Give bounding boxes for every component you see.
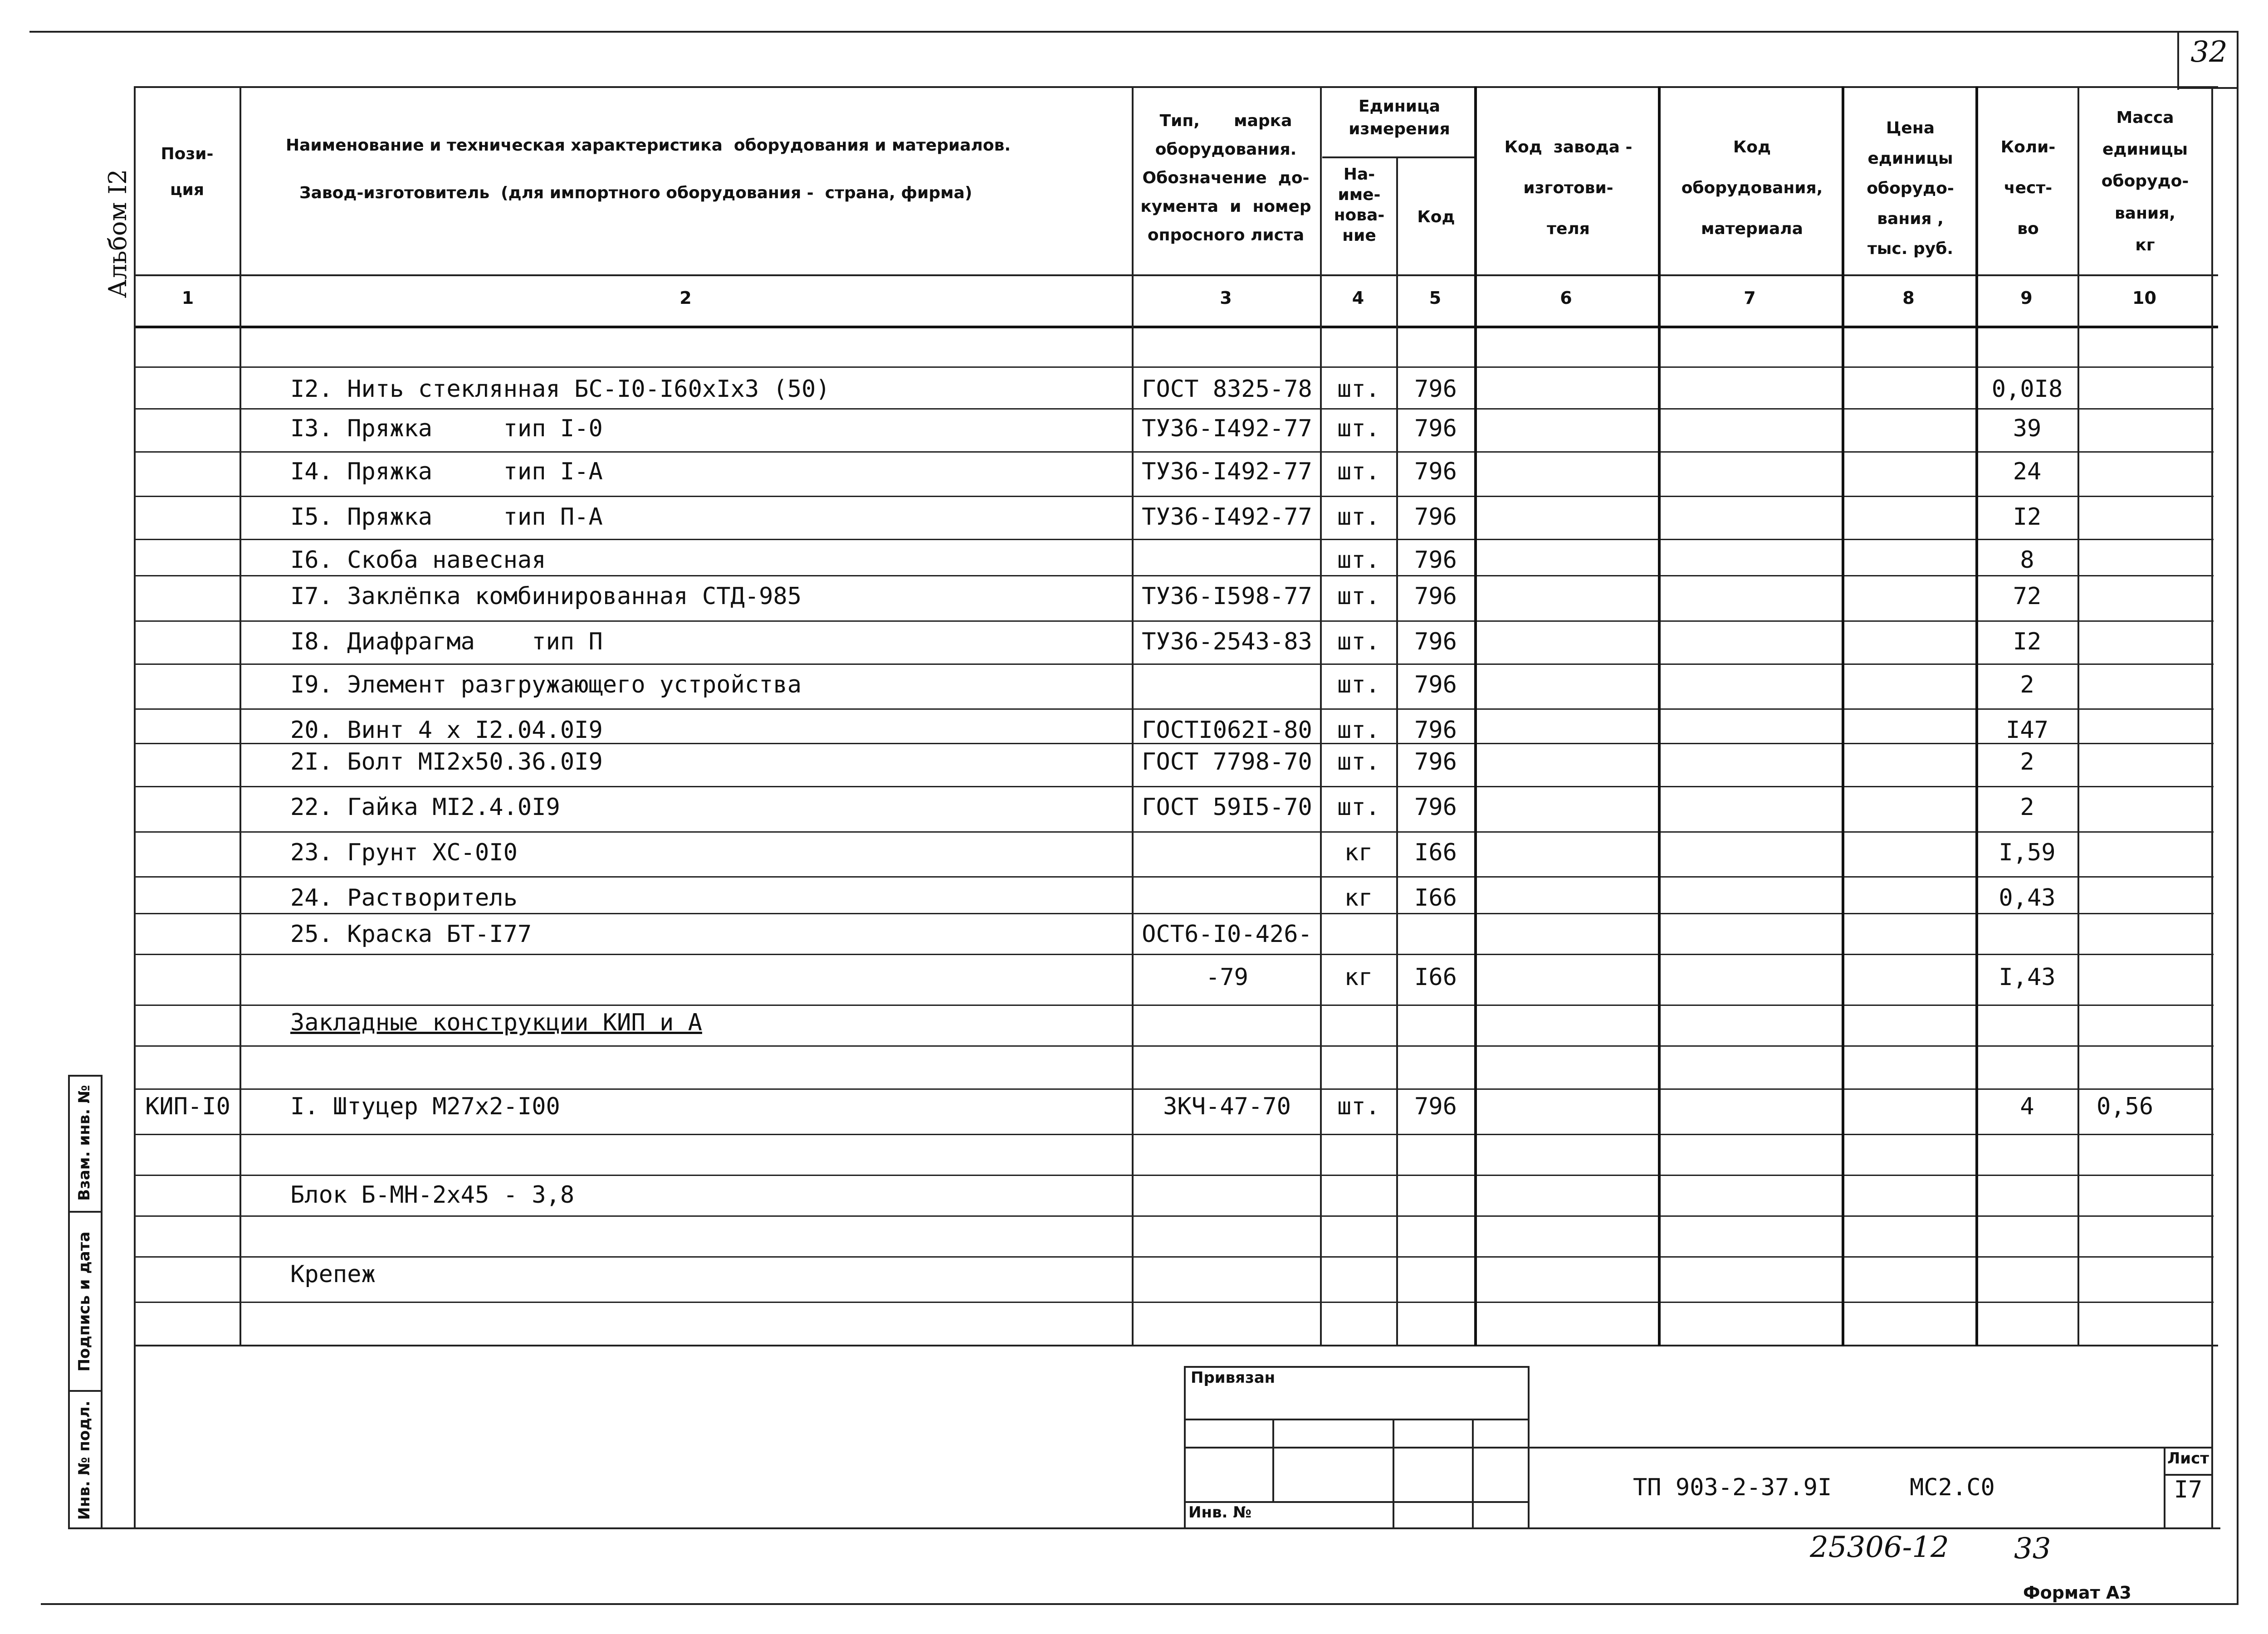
frame-right-line [2237,31,2239,1605]
table-cell-code: 796 [1414,376,1457,403]
table-cell-unit: шт. [1337,1093,1380,1120]
row-separator [134,1134,2214,1135]
row-separator [134,831,2214,833]
table-cell-name: I6. Скоба навесная [290,546,546,574]
handwritten-number: 33 [2014,1532,2051,1566]
colnum-4: 4 [1352,288,1364,308]
row-separator [134,913,2214,914]
format-label: Формат А3 [2023,1583,2131,1603]
col-line-3 [1320,86,1322,1346]
document-mark: МС2.С0 [1910,1474,1995,1501]
table-cell-doc: ОСТ6-I0-426- [1142,921,1312,948]
linked-box-top [1184,1366,1529,1368]
table-cell-doc: ТУ36-2543-83 [1142,628,1312,655]
col-line-8 [1975,86,1978,1346]
table-cell-unit: шт. [1337,628,1380,655]
sheet-label: Лист [2167,1449,2209,1468]
table-cell-code: 796 [1414,546,1457,574]
table-cell-code: 796 [1414,717,1457,744]
frame-bottom-line [41,1603,2239,1605]
table-cell-qty: 24 [2013,458,2042,485]
sheet-box-mid [2164,1474,2213,1476]
row-separator [134,1302,2214,1303]
page-bottom-inner-line [68,1527,2220,1529]
row-separator [134,451,2214,453]
corner-box-left [2177,31,2179,90]
colnum-6: 6 [1560,288,1572,308]
table-cell-code: 796 [1414,671,1457,698]
table-cell-doc: ГОСТ 8325-78 [1142,376,1312,403]
table-cell-name: 25. Краска БТ-I77 [290,921,532,948]
linked-box-row2 [1184,1447,1529,1449]
row-separator [134,496,2214,497]
table-cell-name: 22. Гайка МI2.4.0I9 [290,794,560,821]
row-separator [134,575,2214,576]
table-cell-unit: шт. [1337,794,1380,821]
table-cell-doc: ТУ36-I492-77 [1142,503,1312,531]
row-separator [134,663,2214,665]
table-cell-name: Закладные конструкции КИП и А [290,1009,702,1036]
table-cell-doc: ТУ36-I492-77 [1142,415,1312,442]
col-line-7 [1842,86,1844,1346]
table-cell-qty: 39 [2013,415,2042,442]
stamp-replace-inv: Взам. инв. № [75,1085,93,1201]
table-cell-qty: 2 [2020,671,2034,698]
row-separator [134,408,2214,410]
row-separator [134,1175,2214,1176]
col-line-10 [2211,86,2213,1528]
table-cell-unit: шт. [1337,748,1380,776]
colnum-5: 5 [1429,288,1442,308]
table-cell-name: I3. Пряжка тип I-0 [290,415,603,442]
table-cell-doc: ЗКЧ-47-70 [1163,1093,1291,1120]
header-unit-code: Код [1417,208,1455,226]
table-cell-qty: 8 [2020,546,2034,574]
colnum-2: 2 [679,288,692,308]
table-cell-unit: шт. [1337,458,1380,485]
row-separator [134,1215,2214,1217]
table-cell-mass: 0,56 [2097,1093,2154,1120]
table-bottom-line [134,1345,2218,1346]
linked-box-row1 [1184,1419,1529,1420]
col-line-9 [2077,86,2079,1346]
table-cell-qty: I2 [2013,628,2042,655]
row-separator [134,1005,2214,1006]
table-cell-code: 796 [1414,1093,1457,1120]
row-separator [134,954,2214,955]
table-cell-unit: шт. [1337,503,1380,531]
table-cell-code: I66 [1414,884,1457,912]
row-separator [134,1088,2214,1090]
linked-label: Привязан [1191,1369,1276,1387]
table-cell-name: 24. Растворитель [290,884,518,912]
stamp-sep-1 [68,1211,102,1213]
table-cell-unit: кг [1344,964,1373,991]
table-cell-unit: кг [1344,884,1373,912]
header-unit-group: Единица измерения [1349,97,1450,139]
linked-box-div1 [1272,1419,1274,1502]
table-cell-qty: 72 [2013,583,2042,610]
row-separator [134,876,2214,878]
table-cell-name: I. Штуцер М27х2-I00 [290,1093,560,1120]
col-line-2 [1132,86,1134,1346]
table-cell-doc: ТУ36-I492-77 [1142,458,1312,485]
table-cell-name: 23. Грунт ХС-0I0 [290,839,518,866]
table-cell-code: I66 [1414,839,1457,866]
table-cell-doc: ГОСТ 7798-70 [1142,748,1312,776]
table-cell-qty: I,43 [1999,964,2056,991]
header-type: Тип, марка оборудования. Обозначение до- кумента и номер опросного листа [1140,112,1311,244]
linked-box-div2 [1393,1419,1394,1527]
colnum-8: 8 [1902,288,1915,308]
table-cell-unit: шт. [1337,415,1380,442]
table-cell-code: 796 [1414,583,1457,610]
row-separator [134,539,2214,540]
header-bottom-line [134,274,2218,276]
table-cell-qty: I47 [2006,717,2048,744]
col-line-5 [1474,86,1477,1346]
table-cell-name: 2I. Болт МI2х50.36.0I9 [290,748,603,776]
table-cell-code: 796 [1414,794,1457,821]
table-cell-doc: ГОСТI062I-80 [1142,717,1312,744]
header-name-line2: Завод-изготовитель (для импортного оборудования - страна, фирма) [299,184,973,202]
table-cell-name: I2. Нить стеклянная БС-I0-I60хIх3 (50) [290,376,830,403]
table-cell-name: Блок Б-МН-2х45 - 3,8 [290,1181,575,1209]
document-code: ТП 903-2-37.9I [1633,1474,1832,1501]
table-cell-name: 20. Винт 4 х I2.04.0I9 [290,717,603,744]
table-cell-name: I4. Пряжка тип I-А [290,458,603,485]
corner-sheet-number: 32 [2190,35,2228,69]
colnum-7: 7 [1744,288,1756,308]
table-cell-unit: шт. [1337,583,1380,610]
table-cell-name: Крепеж [290,1261,376,1288]
header-factory-code: Код завода - изготови- теля [1504,138,1633,238]
colnum-bottom-line [134,326,2218,328]
stamp-mid-line [101,1075,103,1528]
row-separator [134,366,2214,368]
stamp-left-line [68,1075,70,1528]
table-cell-doc: -79 [1206,964,1248,991]
colnum-1: 1 [181,288,194,308]
table-cell-code: 796 [1414,503,1457,531]
table-cell-name: I9. Элемент разгружающего устройства [290,671,802,698]
row-separator [134,708,2214,710]
row-separator [134,620,2214,622]
table-cell-code: 796 [1414,415,1457,442]
linked-box-div3 [1472,1419,1474,1527]
header-price: Цена единицы оборудо- вания , тыс. руб. [1867,119,1954,259]
header-equipment-code: Код оборудования, материала [1681,138,1823,238]
linked-box-row3 [1184,1501,1529,1503]
col-line-1 [240,86,241,1346]
header-mass: Масса единицы оборудо- вания, кг [2101,108,2189,254]
sheet-value: I7 [2174,1476,2203,1503]
code-box-top [1528,1447,2213,1449]
table-cell-unit: шт. [1337,671,1380,698]
table-cell-qty: I,59 [1999,839,2056,866]
table-cell-qty: 4 [2020,1093,2034,1120]
table-cell-unit: шт. [1337,376,1380,403]
stamp-original-inv: Инв. № подл. [75,1400,93,1520]
stamp-sep-2 [68,1390,102,1392]
table-cell-qty: 2 [2020,794,2034,821]
album-label: Альбом I2 [103,169,132,298]
table-cell-doc: ГОСТ 59I5-70 [1142,794,1312,821]
table-cell-code: 796 [1414,748,1457,776]
table-cell-qty: 2 [2020,748,2034,776]
inv-label: Инв. № [1188,1503,1252,1522]
table-cell-qty: 0,43 [1999,884,2056,912]
table-cell-pos: КИП-I0 [145,1093,230,1120]
table-cell-qty: I2 [2013,503,2042,531]
frame-top-line [29,31,2239,33]
table-cell-code: 796 [1414,458,1457,485]
table-cell-code: I66 [1414,964,1457,991]
table-cell-name: I5. Пряжка тип П-А [290,503,603,531]
table-cell-qty: 0,0I8 [1991,376,2063,403]
header-quantity: Коли- чест- во [2000,138,2056,238]
table-cell-doc: ТУ36-I598-77 [1142,583,1312,610]
table-cell-name: I7. Заклёпка комбинированная СТД-985 [290,583,802,610]
row-separator [134,786,2214,787]
col-line-6 [1658,86,1661,1346]
table-cell-unit: кг [1344,839,1373,866]
handwritten-code: 25306-12 [1810,1531,1949,1564]
table-cell-unit: шт. [1337,546,1380,574]
table-cell-unit: шт. [1337,717,1380,744]
table-cell-code: 796 [1414,628,1457,655]
table-top-line [134,86,2218,88]
table-cell-name: I8. Диафрагма тип П [290,628,603,655]
header-name-line1: Наименование и техническая характеристика оборудования и материалов. [286,136,1011,155]
linked-box-left [1184,1366,1186,1528]
header-position: Пози- ция [161,145,214,200]
row-separator [134,1045,2214,1047]
unit-subheader-line [1322,156,1476,158]
colnum-3: 3 [1220,288,1232,308]
colnum-9: 9 [2020,288,2033,308]
col-line-0 [134,86,136,1528]
row-separator [134,1256,2214,1258]
header-unit-name: На- име- нова- ние [1334,165,1385,245]
stamp-signature-date: Подпись и дата [75,1231,93,1372]
colnum-10: 10 [2132,288,2156,308]
